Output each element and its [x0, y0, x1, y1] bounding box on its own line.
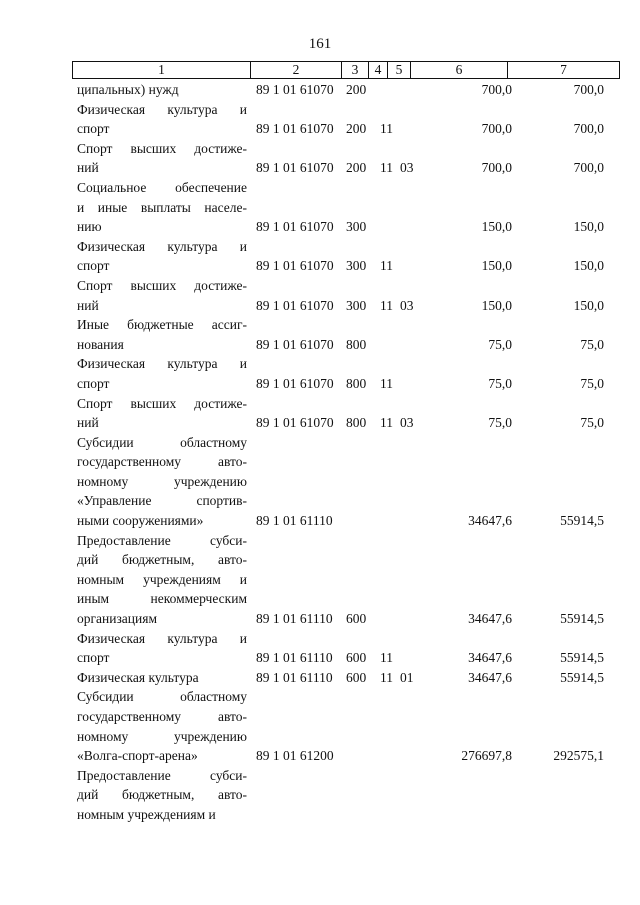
- row-amount-col7: 75,0: [580, 415, 604, 431]
- row-section: 11: [380, 121, 393, 137]
- row-amount-col7: 75,0: [580, 375, 604, 391]
- row-amount-col7: 700,0: [573, 82, 604, 97]
- row-description-line: спорт: [77, 650, 110, 666]
- row-description-line: ний: [77, 297, 99, 313]
- row-expense-type: 800: [346, 336, 367, 352]
- row-subsection: 01: [400, 669, 414, 685]
- table-row: [0, 668, 640, 688]
- row-amount-col7: 700,0: [573, 121, 604, 137]
- row-code: 89 1 01 61070: [256, 375, 334, 391]
- row-amount-col7: 75,0: [580, 336, 604, 352]
- row-amount-col6: 34647,6: [468, 650, 512, 666]
- table-row: [0, 100, 640, 139]
- row-amount-col7: 150,0: [573, 258, 604, 274]
- row-description-line: государственному авто-: [77, 454, 247, 470]
- row-code: 89 1 01 61110: [256, 611, 333, 627]
- row-amount-col6: 75,0: [488, 375, 512, 391]
- row-description-line: иным некоммерческим: [77, 591, 247, 607]
- table-row: [0, 687, 640, 765]
- row-expense-type: 200: [346, 160, 367, 176]
- row-description-line: ний: [77, 160, 99, 176]
- header-col-1: 1: [73, 62, 251, 79]
- row-description-line: Спорт высших достиже-: [77, 277, 247, 293]
- table-row: [0, 237, 640, 276]
- row-section: 11: [380, 297, 393, 313]
- row-section: 11: [380, 415, 393, 431]
- table-body: [0, 80, 640, 825]
- row-expense-type: 300: [346, 297, 367, 313]
- row-description-line: Физическая культура: [77, 669, 199, 685]
- row-code: 89 1 01 61070: [256, 160, 334, 176]
- row-subsection: 03: [400, 297, 414, 313]
- row-description-line: ципальных) нужд: [77, 82, 179, 97]
- row-description-line: ными сооружениями»: [77, 513, 204, 529]
- row-description-line: спорт: [77, 121, 110, 137]
- row-expense-type: 600: [346, 611, 367, 627]
- row-description-line: организациям: [77, 611, 158, 627]
- table-row: [0, 531, 640, 629]
- row-code: 89 1 01 61110: [256, 669, 333, 685]
- row-amount-col6: 150,0: [481, 219, 512, 235]
- row-description-line: нования: [77, 336, 124, 352]
- row-code: 89 1 01 61070: [256, 297, 334, 313]
- row-description-line: спорт: [77, 258, 110, 274]
- row-description-line: государственному авто-: [77, 709, 247, 724]
- row-expense-type: 600: [346, 650, 367, 666]
- row-description-line: дий бюджетным, авто-: [77, 787, 247, 803]
- row-subsection: 03: [400, 160, 414, 176]
- table-row: [0, 394, 640, 433]
- row-description-line: Субсидии областному: [77, 689, 247, 705]
- row-description-line: Субсидии областному: [77, 434, 247, 450]
- row-code: 89 1 01 61070: [256, 415, 334, 431]
- row-code: 89 1 01 61070: [256, 121, 334, 137]
- row-expense-type: 200: [346, 82, 367, 97]
- row-code: 89 1 01 61200: [256, 748, 334, 764]
- row-amount-col6: 150,0: [481, 258, 512, 274]
- table-row: [0, 139, 640, 178]
- row-section: 11: [380, 258, 393, 274]
- row-amount-col7: 700,0: [573, 160, 604, 176]
- row-expense-type: 800: [346, 415, 367, 431]
- table-row: [0, 315, 640, 354]
- row-amount-col7: 55914,5: [560, 669, 604, 685]
- row-amount-col6: 276697,8: [461, 748, 512, 764]
- row-amount-col7: 55914,5: [560, 650, 604, 666]
- row-amount-col6: 75,0: [488, 415, 512, 431]
- row-description-line: номным учреждениям и: [77, 571, 247, 587]
- row-amount-col6: 34647,6: [468, 611, 512, 627]
- row-description-line: «Управление спортив-: [77, 493, 247, 509]
- row-amount-col7: 150,0: [573, 219, 604, 235]
- row-amount-col6: 700,0: [481, 82, 512, 97]
- row-amount-col7: 150,0: [573, 297, 604, 313]
- table-row: [0, 354, 640, 393]
- row-amount-col7: 55914,5: [560, 611, 604, 627]
- row-expense-type: 800: [346, 375, 367, 391]
- row-description-line: Спорт высших достиже-: [77, 395, 247, 411]
- table-row: [0, 433, 640, 531]
- row-description-line: Физическая культура и: [77, 101, 247, 117]
- header-col-4: 4: [369, 62, 388, 79]
- row-amount-col6: 34647,6: [468, 513, 512, 529]
- table-row: [0, 766, 640, 825]
- row-amount-col7: 292575,1: [553, 748, 604, 764]
- row-description-line: спорт: [77, 375, 110, 391]
- row-expense-type: 600: [346, 669, 367, 685]
- row-code: 89 1 01 61070: [256, 336, 334, 352]
- header-col-7: 7: [508, 62, 620, 79]
- table-header: [72, 61, 620, 79]
- row-description-line: Физическая культура и: [77, 356, 247, 372]
- row-description-line: Социальное обеспечение: [77, 179, 247, 195]
- row-description-line: дий бюджетным, авто-: [77, 552, 247, 568]
- row-code: 89 1 01 61070: [256, 258, 334, 274]
- row-description-line: Физическая культура и: [77, 238, 247, 254]
- row-expense-type: 300: [346, 219, 367, 235]
- row-section: 11: [380, 375, 393, 391]
- row-code: 89 1 01 61070: [256, 82, 334, 97]
- row-expense-type: 200: [346, 121, 367, 137]
- row-section: 11: [380, 160, 393, 176]
- row-expense-type: 300: [346, 258, 367, 274]
- row-description-line: Предоставление субси-: [77, 767, 247, 783]
- row-description-line: Иные бюджетные ассиг-: [77, 317, 247, 333]
- header-col-6: 6: [411, 62, 508, 79]
- row-code: 89 1 01 61110: [256, 513, 333, 529]
- row-description-line: номному учреждению: [77, 728, 247, 744]
- table-row: [0, 276, 640, 315]
- row-description-line: номному учреждению: [77, 473, 247, 489]
- table-row: [0, 629, 640, 668]
- table-row: [0, 80, 640, 100]
- row-code: 89 1 01 61110: [256, 650, 333, 666]
- row-description-line: Спорт высших достиже-: [77, 140, 247, 156]
- row-section: 11: [380, 650, 393, 666]
- row-section: 11: [380, 669, 393, 685]
- table-row: [0, 178, 640, 237]
- row-amount-col6: 700,0: [481, 160, 512, 176]
- row-description-line: «Волга-спорт-арена»: [77, 748, 198, 764]
- row-amount-col6: 700,0: [481, 121, 512, 137]
- row-description-line: и иные выплаты населе-: [77, 199, 247, 215]
- row-code: 89 1 01 61070: [256, 219, 334, 235]
- header-col-5: 5: [388, 62, 411, 79]
- row-description-line: Физическая культура и: [77, 630, 247, 646]
- row-description-line: номным учреждениям и: [77, 806, 216, 822]
- page-number: 161: [308, 36, 332, 52]
- row-amount-col6: 150,0: [481, 297, 512, 313]
- row-amount-col6: 34647,6: [468, 669, 512, 685]
- row-amount-col7: 55914,5: [560, 513, 604, 529]
- row-description-line: нию: [77, 219, 102, 235]
- header-col-3: 3: [342, 62, 369, 79]
- row-description-line: ний: [77, 415, 99, 431]
- header-col-2: 2: [251, 62, 342, 79]
- row-subsection: 03: [400, 415, 414, 431]
- row-amount-col6: 75,0: [488, 336, 512, 352]
- row-description-line: Предоставление субси-: [77, 532, 247, 548]
